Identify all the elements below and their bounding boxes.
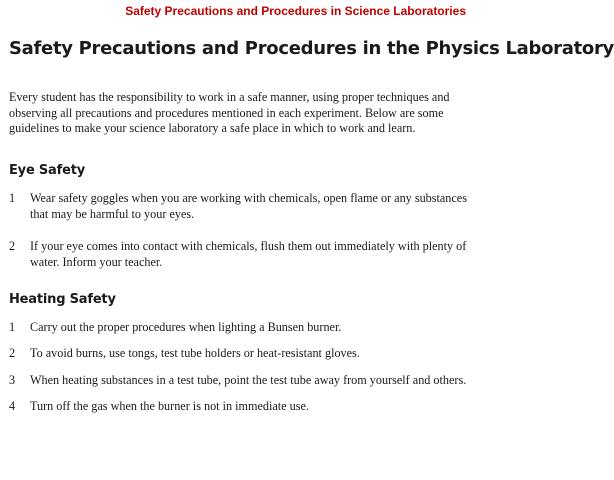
item-text: If your eye comes into contact with chemicals, flush them out immediately with plenty of water. Inform your teacher. xyxy=(30,239,467,269)
item-number: 2 xyxy=(9,239,16,253)
list-item xyxy=(9,398,471,414)
item-number: 3 xyxy=(9,373,16,387)
list-item xyxy=(9,238,471,270)
item-text: To avoid burns, use tongs, test tube holders or heat-resistant gloves. xyxy=(30,346,360,360)
page-title: Safety Precautions and Procedures in the Physics Laboratory xyxy=(9,38,614,59)
item-text: Turn off the gas when the burner is not in immediate use. xyxy=(30,399,309,413)
list-item xyxy=(9,319,471,335)
intro-paragraph: Every student has the responsibility to work in a safe manner, using proper techniques and observing all precautions and procedures mentioned in each experiment. Below are some guidelines to make your science laboratory a safe place in which to work and learn. xyxy=(9,90,450,135)
item-text: Wear safety goggles when you are working with chemicals, open flame or any substances that may be harmful to your eyes. xyxy=(30,191,467,221)
item-number: 1 xyxy=(9,191,16,205)
list-item xyxy=(9,190,471,222)
item-number: 2 xyxy=(9,346,16,360)
item-text: Carry out the proper procedures when lighting a Bunsen burner. xyxy=(30,320,342,334)
section-heading-eye-safety: Eye Safety xyxy=(9,163,85,178)
item-number: 1 xyxy=(9,320,16,334)
list-item xyxy=(9,345,471,361)
item-text: When heating substances in a test tube, point the test tube away from yourself and others. xyxy=(30,373,467,387)
item-number: 4 xyxy=(9,399,16,413)
list-item xyxy=(9,372,471,388)
section-heading-heating-safety: Heating Safety xyxy=(9,292,116,307)
header-banner: Safety Precautions and Procedures in Science Laboratories xyxy=(125,4,466,18)
